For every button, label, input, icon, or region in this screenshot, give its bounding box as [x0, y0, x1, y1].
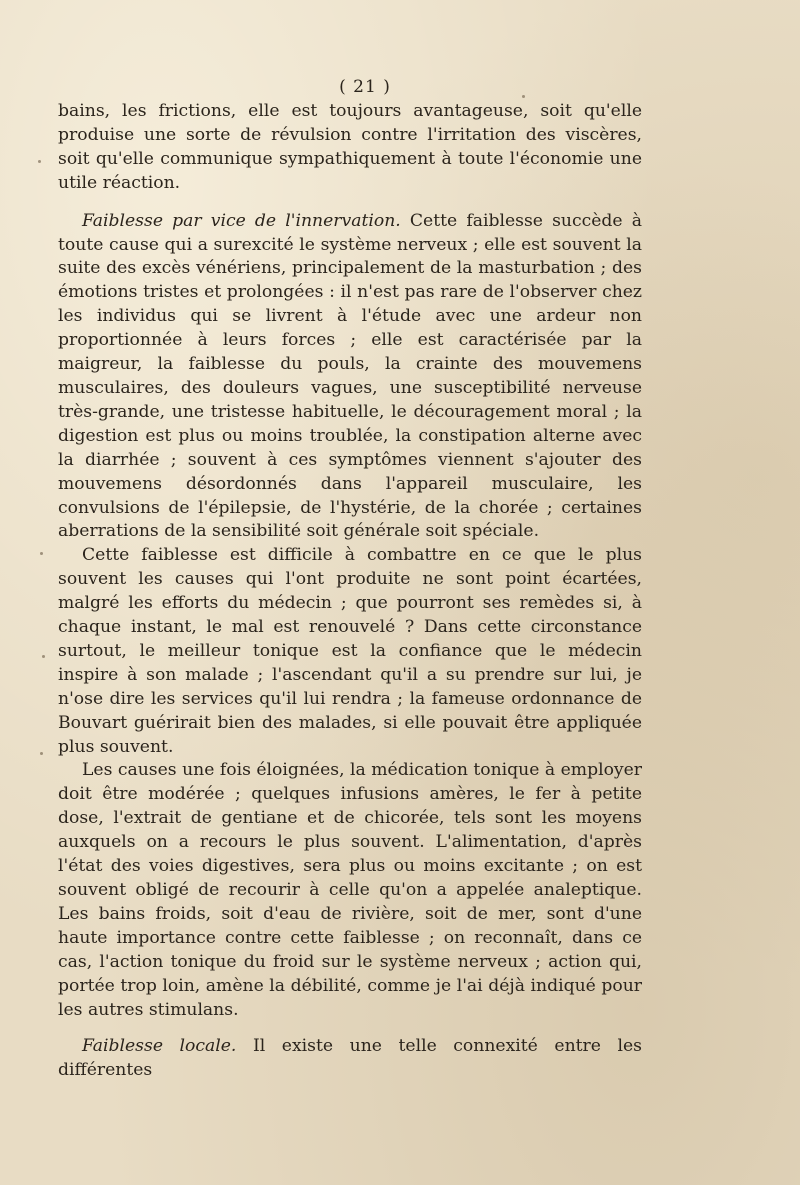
- section-heading-innervation: Faiblesse par vice de l'innervation.: [82, 210, 401, 231]
- paragraph-5: [58, 1035, 642, 1083]
- paragraph-5-text: Il existe une telle connexité entre les différentes: [58, 1036, 642, 1081]
- paper-speck: [40, 552, 43, 555]
- paper-speck: [42, 655, 45, 658]
- section-heading-locale: Faiblesse locale.: [82, 1036, 237, 1057]
- paragraph-2: [58, 210, 642, 545]
- paragraph-3-text: Cette faiblesse est difficile à combattre en ce que le plus souvent les causes qui l'ont produite ne sont point écartées, malgré les efforts du médecin ; que pourront ses remèdes si, à chaque instant, le mal est renouvelé ? Dans cette circonstance surtout, le meilleur tonique est la confiance que le médecin inspire à son malade ; l'ascendant qu'il a su prendre sur lui, je n'ose dire les services qu'il lui rendra ; la fameuse ordonnance de Bouvart guérirait bien des malades, si elle pouvait être appliquée plus souvent.: [58, 545, 642, 757]
- paper-speck: [522, 95, 525, 98]
- paragraph-2-text: Cette faiblesse succède à toute cause qui a surexcité le système nerveux ; elle est souvent la suite des excès vénériens, principalement de la masturbation ; des émotions tristes et prolongées : il n'est pas rare de l'observer chez les individus qui se livrent à l'étude avec une ardeur non proportionnée à leurs forces ; elle est caractérisée par la maigreur, la faiblesse du pouls, la crainte des mouvemens musculaires, des douleurs vagues, une susceptibilité nerveuse très-grande, une tristesse habituelle, le découragement moral ; la digestion est plus ou moins troublée, la constipation alterne avec la diarrhée ; souvent à ces symptômes viennent s'ajouter des mouvemens désordonnés dans l'appareil musculaire, les convulsions de l'épilepsie, de l'hystérie, de la chorée ; certaines aberrations de la sensibilité soit générale soit spéciale.: [58, 210, 642, 542]
- paragraph-4: [58, 759, 642, 1022]
- paragraph-1: [58, 100, 642, 196]
- paper-speck: [38, 160, 41, 163]
- paper-speck: [40, 752, 43, 755]
- paragraph-4-text: Les causes une fois éloignées, la médication tonique à employer doit être modérée ; quelques infusions amères, le fer à petite dose, l'extrait de gentiane et de chicorée, tels sont les moyens auxquels on a recours le plus souvent. L'alimentation, d'après l'état des voies digestives, sera plus ou moins excitante ; on est souvent obligé de recourir à celle qu'on a appelée analeptique. Les bains froids, soit d'eau de rivière, soit de mer, sont d'une haute importance contre cette faiblesse ; on reconnaît, dans ce cas, l'action tonique du froid sur le système nerveux ; action qui, portée trop loin, amène la débilité, comme je l'ai déjà indiqué pour les autres stimulans.: [58, 760, 643, 1020]
- page-number: ( 21 ): [339, 77, 391, 97]
- paragraph-1-text: bains, les frictions, elle est toujours avantageuse, soit qu'elle produise une sorte de révulsion contre l'irritation des viscères, soit qu'elle communique sympathiquement à toute l'économie une utile réaction.: [58, 101, 642, 193]
- book-page: [58, 74, 642, 1083]
- paragraph-3: [58, 544, 642, 759]
